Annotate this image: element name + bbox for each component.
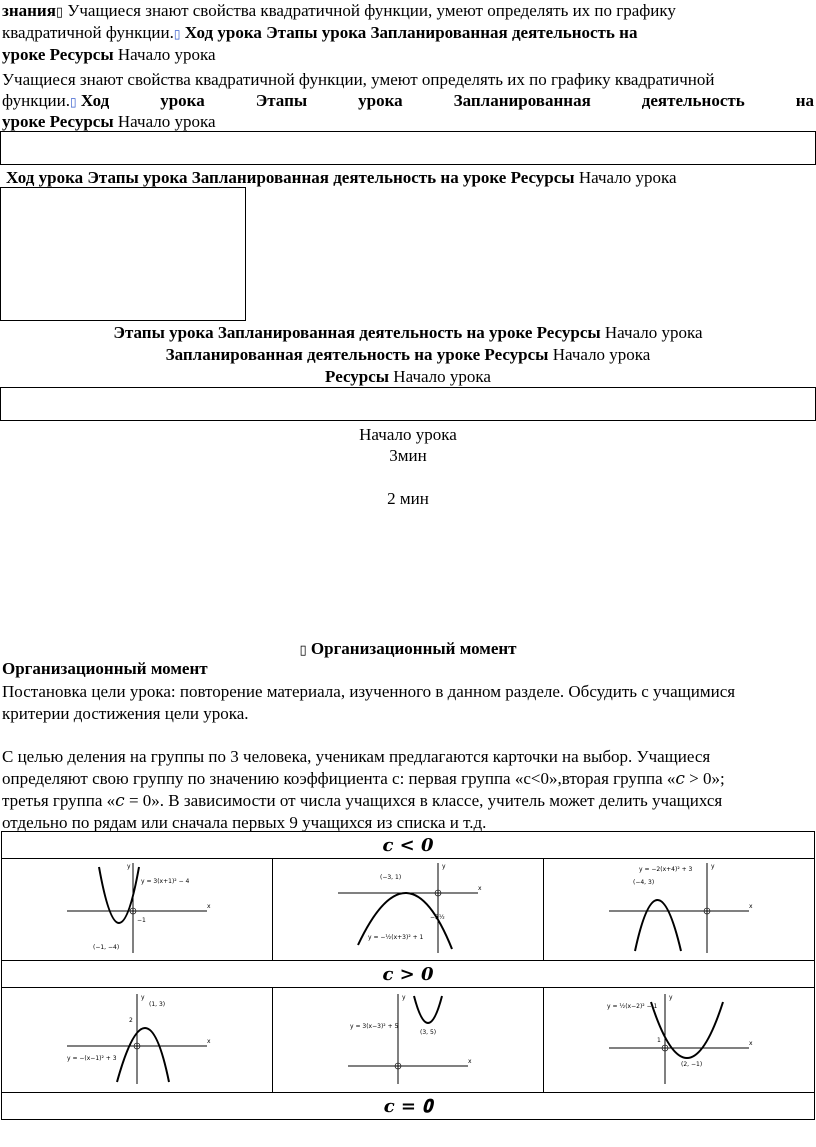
intercept-label: 1 bbox=[657, 1036, 661, 1044]
header-line-2 bbox=[2, 22, 816, 45]
lesson-flow-bold: Ход урока Этапы урока Запланированная деятельность на уроке Ресурсы bbox=[6, 168, 575, 187]
resources-label: уроке Ресурсы bbox=[2, 45, 114, 64]
card-graph-6[interactable] bbox=[544, 988, 815, 1093]
card-graph-4[interactable] bbox=[2, 988, 273, 1093]
vertex-label: (1, 3) bbox=[149, 1000, 166, 1008]
header-line-1 bbox=[2, 0, 816, 24]
org-title: Организационный момент bbox=[310, 639, 517, 658]
parabola-graph-5 bbox=[328, 990, 488, 1086]
header-c-zero bbox=[2, 1093, 815, 1120]
missing-glyph-icon: ▯ bbox=[299, 643, 307, 658]
formula-label: y = ½(x−2)² − 1 bbox=[607, 1002, 658, 1010]
cards-table bbox=[1, 831, 815, 1120]
body-text: отдельно по рядам или сначала первых 9 учащихся из списка и т.д. bbox=[2, 813, 487, 832]
header-text: 𝒄 < 0 bbox=[382, 834, 434, 856]
y-axis-label: y bbox=[711, 863, 715, 870]
parabola-graph-3 bbox=[599, 859, 759, 955]
x-axis-label: x bbox=[207, 1037, 211, 1045]
paragraph-text: функции. bbox=[2, 91, 70, 110]
resources-label: Ресурсы bbox=[325, 367, 390, 386]
time-text: 3мин bbox=[389, 446, 427, 465]
org-heading-text: Организационный момент bbox=[2, 659, 208, 678]
parabola-graph-6 bbox=[599, 990, 759, 1086]
intercept-label: −1 bbox=[137, 917, 146, 924]
body-p1-l1 bbox=[2, 681, 816, 703]
y-axis-label: y bbox=[127, 863, 131, 870]
lesson-start-text: Начало урока bbox=[389, 367, 491, 386]
vertex-label: (3, 5) bbox=[420, 1028, 437, 1036]
card-graph-5[interactable] bbox=[273, 988, 544, 1093]
header-bold-text: Ход урока Этапы урока Запланированная деятельность на bbox=[180, 23, 638, 42]
parabola-graph-1 bbox=[57, 859, 217, 955]
lesson-start-text: Начало урока bbox=[359, 425, 457, 444]
formula-label: y = 3(x+1)² − 4 bbox=[141, 878, 190, 885]
empty-table-row bbox=[0, 131, 816, 165]
body-p2-l2 bbox=[2, 768, 816, 790]
image-placeholder-box bbox=[0, 187, 246, 321]
word: Запланированная bbox=[453, 91, 591, 110]
body-text: определяют свою группу по значению коэффициента с: первая группа «с<0»,вторая группа «𝑐 > 0»; bbox=[2, 769, 725, 788]
body-text: третья группа «𝑐 = 0». В зависимости от числа учащихся в классе, учитель может делить учащихся bbox=[2, 791, 723, 810]
paragraph-2-line-3 bbox=[2, 111, 816, 133]
vertex-label: (2, −1) bbox=[681, 1060, 703, 1068]
formula-label: y = 3(x−3)² + 5 bbox=[350, 1022, 399, 1030]
word: урока bbox=[160, 91, 205, 110]
word: урока bbox=[358, 91, 403, 110]
intercept-label: −3½ bbox=[430, 914, 445, 921]
x-axis-label: x bbox=[468, 1057, 472, 1065]
body-p2-l3 bbox=[2, 790, 816, 812]
y-axis-label: y bbox=[141, 993, 145, 1001]
time-text: 2 мин bbox=[387, 489, 429, 508]
header-text: 𝒄 = 𝟎 bbox=[383, 1095, 433, 1117]
lesson-start-text: Начало урока bbox=[574, 168, 677, 187]
header-text: Учащиеся знают свойства квадратичной функции, умеют определять их по графику bbox=[63, 1, 676, 20]
lesson-start-text: Начало урока bbox=[113, 112, 216, 131]
parabola-graph-2 bbox=[328, 859, 488, 955]
planned-activity-label: Запланированная деятельность на уроке Ресурсы bbox=[165, 345, 549, 364]
vertex-label: (−4, 3) bbox=[633, 879, 655, 886]
checkbox-glyph-icon: ▯ bbox=[70, 95, 77, 109]
word: Этапы bbox=[255, 91, 308, 110]
lesson-start-text: Начало урока bbox=[600, 323, 703, 342]
y-axis-label: y bbox=[442, 863, 446, 870]
parabola-graph-4 bbox=[57, 990, 217, 1086]
body-text: критерии достижения цели урока. bbox=[2, 704, 249, 723]
time-3min bbox=[0, 445, 816, 467]
card-graph-2[interactable] bbox=[273, 859, 544, 961]
vertex-label: (−3, 1) bbox=[380, 874, 402, 881]
y-axis-label: y bbox=[669, 993, 673, 1001]
stages-label: Этапы урока Запланированная деятельность на уроке Ресурсы bbox=[113, 323, 601, 342]
intercept-label: 2 bbox=[129, 1016, 133, 1024]
body-text: Постановка цели урока: повторение материала, изученного в данном разделе. Обсудить с учащимися bbox=[2, 682, 736, 701]
lesson-flow-line bbox=[6, 167, 816, 189]
lesson-start-text: Начало урока bbox=[548, 345, 651, 364]
word: на bbox=[795, 91, 814, 110]
resources-label: уроке Ресурсы bbox=[2, 112, 114, 131]
y-axis-label: y bbox=[402, 993, 406, 1001]
knowledge-label: знания bbox=[2, 1, 56, 20]
x-axis-label: x bbox=[207, 903, 211, 910]
org-heading bbox=[2, 658, 816, 680]
missing-glyph-icon: ▯ bbox=[55, 5, 64, 20]
checkbox-glyph-icon: ▯ bbox=[173, 27, 181, 41]
paragraph-2-line-2 bbox=[2, 90, 814, 113]
card-graph-3[interactable] bbox=[544, 859, 815, 961]
x-axis-label: x bbox=[749, 903, 753, 910]
formula-label: y = −(x−1)² + 3 bbox=[67, 1054, 117, 1062]
formula-label: y = −½(x+3)² + 1 bbox=[368, 934, 424, 941]
card-graph-1[interactable] bbox=[2, 859, 273, 961]
word: Ход bbox=[80, 91, 110, 110]
vertex-label: (−1, −4) bbox=[93, 944, 120, 951]
x-axis-label: x bbox=[478, 885, 482, 892]
centered-line-1 bbox=[0, 322, 816, 344]
body-text: С целью деления на группы по 3 человека, ученикам предлагаются карточки на выбор. Учащиеся bbox=[2, 747, 711, 766]
paragraph-2-line-1 bbox=[2, 69, 814, 91]
header-c-positive bbox=[2, 961, 815, 988]
body-p2-l1 bbox=[2, 746, 816, 768]
lesson-start-text: Начало урока bbox=[113, 45, 216, 64]
paragraph-text: Учащиеся знают свойства квадратичной функции, умеют определять их по графику квадратичной bbox=[2, 70, 715, 89]
formula-label: y = −2(x+4)² + 3 bbox=[639, 866, 693, 873]
start-label bbox=[0, 424, 816, 446]
centered-line-2 bbox=[0, 344, 816, 366]
header-c-negative bbox=[2, 832, 815, 859]
x-axis-label: x bbox=[749, 1039, 753, 1047]
word: деятельность bbox=[641, 91, 745, 110]
empty-table-row bbox=[0, 387, 816, 421]
body-p1-l2 bbox=[2, 703, 816, 725]
header-text: 𝒄 > 0 bbox=[382, 963, 434, 985]
centered-line-3 bbox=[0, 366, 816, 388]
header-text: квадратичной функции. bbox=[2, 23, 174, 42]
time-2min bbox=[0, 488, 816, 510]
header-line-3 bbox=[2, 44, 816, 66]
